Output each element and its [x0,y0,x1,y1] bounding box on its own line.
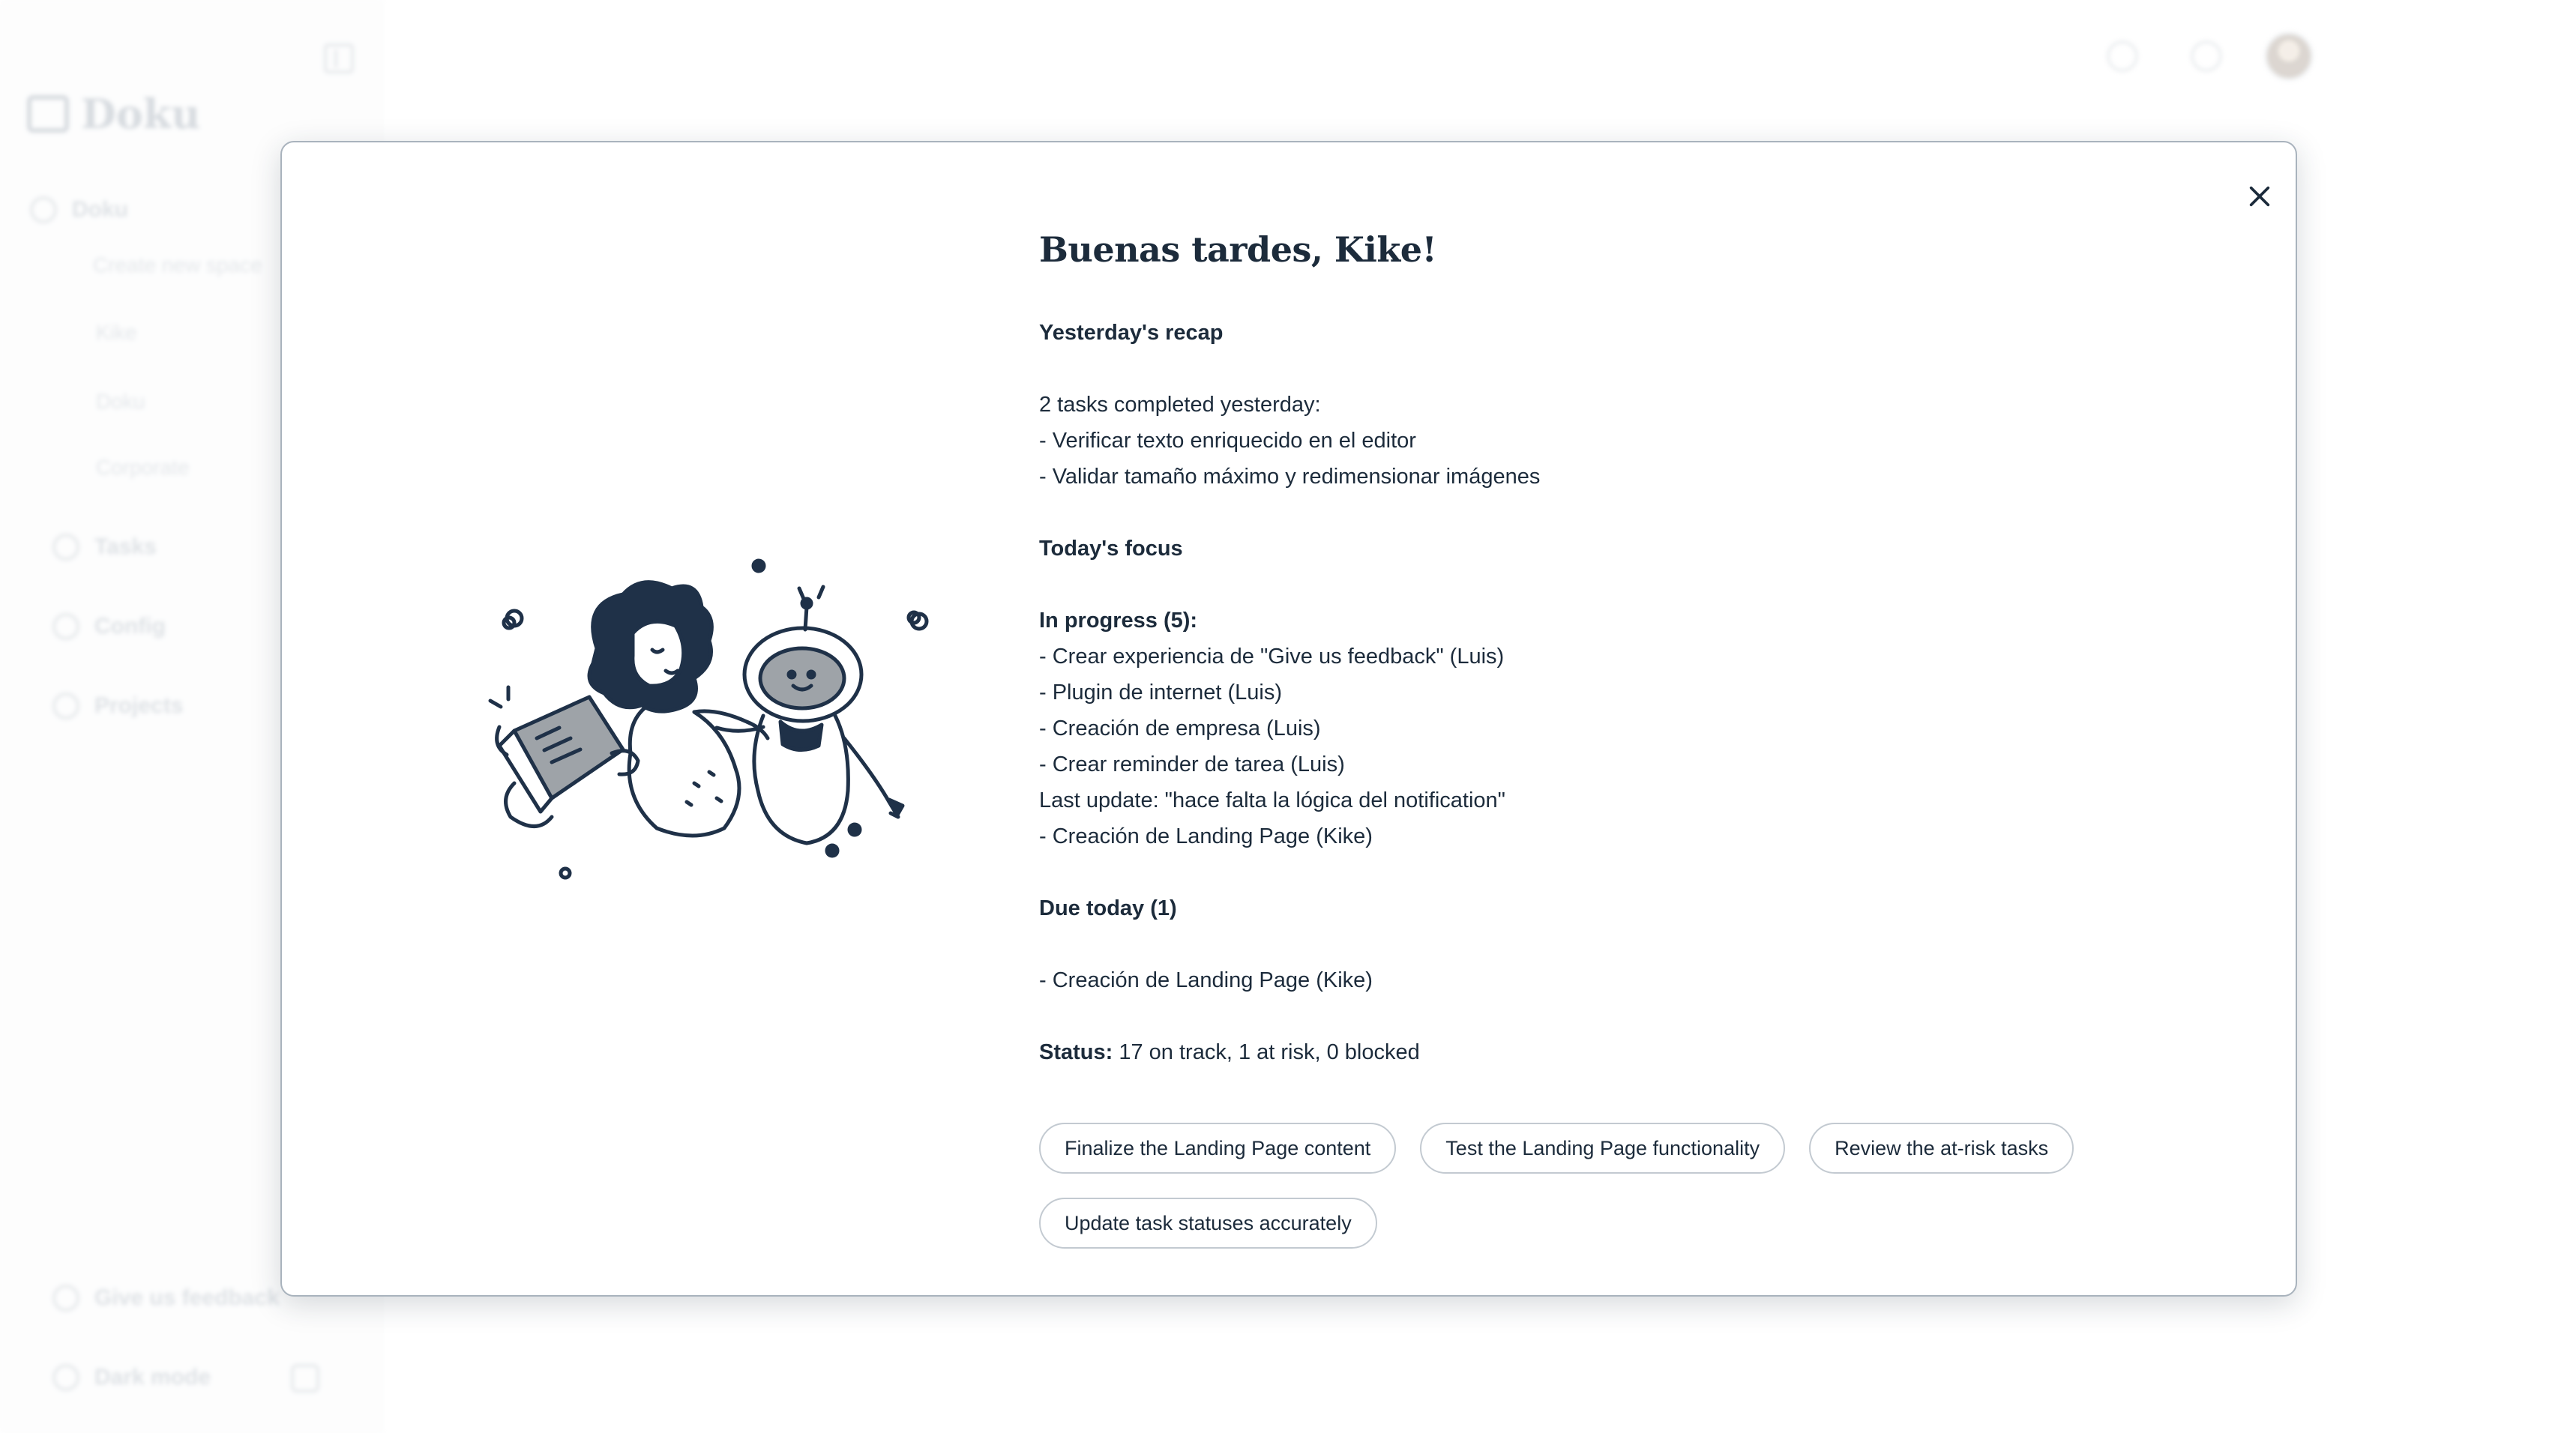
sidebar-item-label: Config [94,614,166,639]
suggestion-review-at-risk[interactable]: Review the at-risk tasks [1809,1123,2074,1174]
in-progress-item: - Creación de Landing Page (Kike) [1039,824,1373,848]
status-line [1039,1034,2164,1070]
close-icon [2247,184,2272,209]
sidebar-item-label: Tasks [94,534,157,559]
in-progress-item: - Plugin de internet (Luis) [1039,681,1282,705]
in-progress-item: - Crear reminder de tarea (Luis) [1039,752,1345,776]
status-value: 17 on track, 1 at risk, 0 blocked [1113,1040,1420,1064]
summary-text [1039,315,2164,1070]
sidebar-item-doku[interactable]: Doku [96,390,145,413]
suggestion-update-statuses[interactable]: Update task statuses accurately [1039,1198,1377,1249]
sidebar-item-corporate[interactable]: Corporate [96,456,190,479]
in-progress-item: - Crear experiencia de "Give us feedback" (Luis) [1039,645,1505,669]
in-progress-item: - Creación de empresa (Luis) [1039,716,1321,740]
last-update-note: Last update: "hace falta la lógica del notification" [1039,788,1505,812]
due-today-item: - Creación de Landing Page (Kike) [1039,968,1373,992]
close-button[interactable] [2236,172,2284,220]
recap-item: - Validar tamaño máximo y redimensionar imágenes [1039,465,1541,489]
dark-mode-label: Dark mode [94,1365,211,1390]
due-today-heading: Due today (1) [1039,896,1177,920]
chip-row [1039,1123,2164,1174]
feedback-label: Give us feedback [94,1285,280,1310]
suggestion-finalize-landing[interactable]: Finalize the Landing Page content [1039,1123,1396,1174]
sidebar-item-label: Projects [94,693,184,718]
in-progress-heading: In progress (5): [1039,609,1198,633]
suggestion-chips [1039,1123,2164,1273]
sidebar-item-kike[interactable]: Kike [96,321,137,344]
status-label: Status: [1039,1040,1113,1064]
recap-summary: 2 tasks completed yesterday: [1039,393,1321,417]
chip-row [1039,1198,2164,1249]
greeting-heading: Buenas tardes, Kike! [1039,229,1437,270]
sidebar-section-label: Doku [72,197,128,222]
recap-item: - Verificar texto enriquecido en el editor [1039,429,1416,453]
focus-heading: Today's focus [1039,537,1183,561]
app-name: Doku [81,90,201,138]
daily-summary-modal [280,141,2297,1297]
recap-heading: Yesterday's recap [1039,321,1224,345]
reading-with-robot-illustration [469,558,949,911]
suggestion-test-landing[interactable]: Test the Landing Page functionality [1420,1123,1785,1174]
summary-content [1039,223,2164,1070]
sidebar-item-create-space[interactable]: Create new space [93,253,262,277]
